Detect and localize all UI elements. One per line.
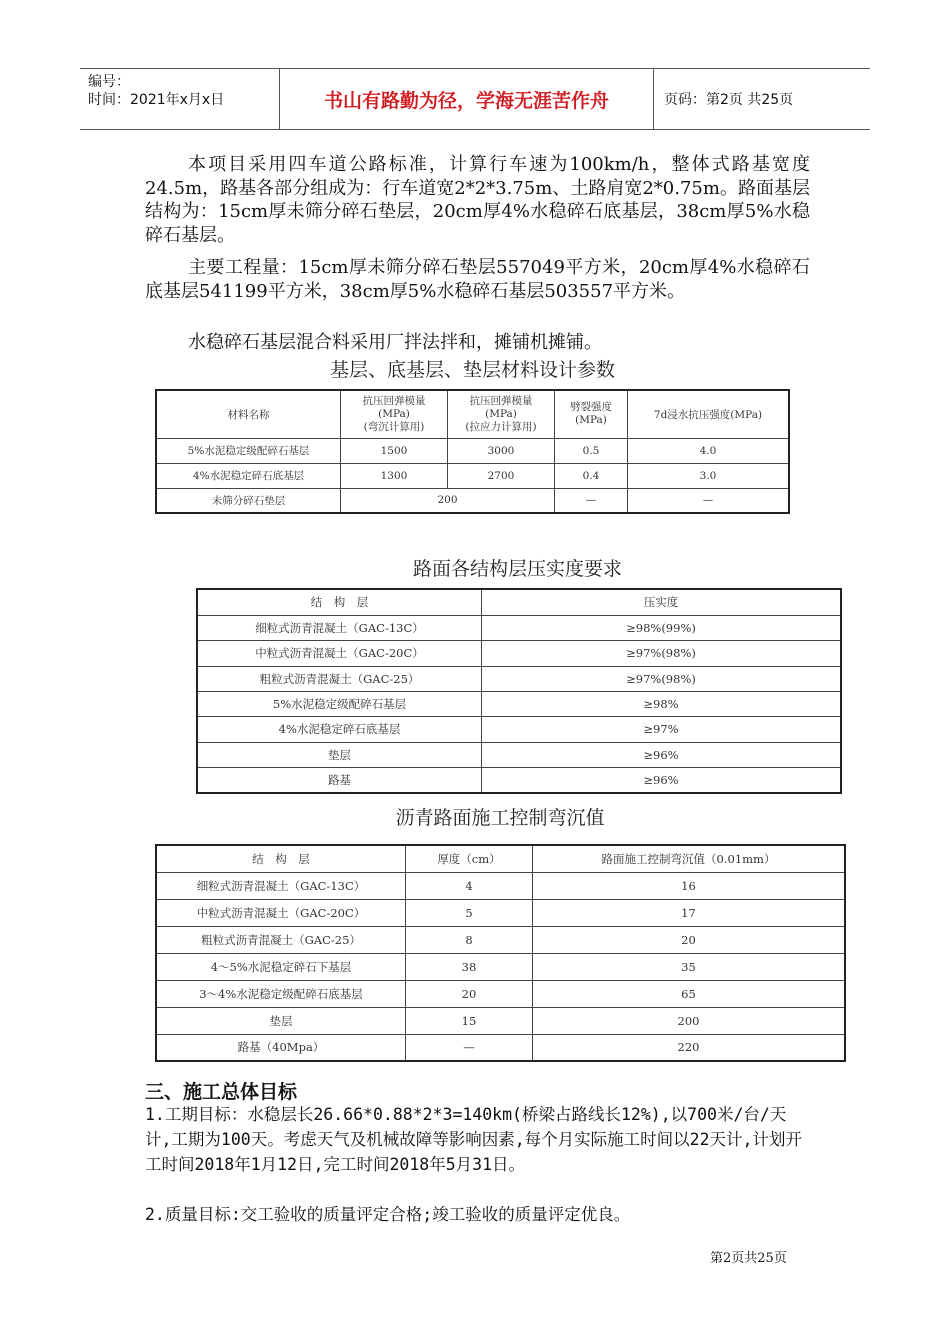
table-cell: 路基 [197,768,482,793]
material-params-table [155,389,790,514]
table-cell: — [628,488,790,513]
table-cell: 中粒式沥青混凝土（GAC-20C） [197,641,482,666]
table-row [197,666,841,691]
table-cell: 65 [533,980,846,1007]
table-cell: 1500 [341,438,448,463]
table-cell: 粗粒式沥青混凝土（GAC-25） [156,926,406,953]
table-cell: 0.5 [555,438,628,463]
table-header-row [197,589,841,615]
table-cell: 35 [533,953,846,980]
table2-caption: 路面各结构层压实度要求 [412,558,622,580]
table-row [156,488,789,513]
page-footer: 第2页共25页 [710,1251,787,1266]
table-cell: 5%水泥稳定级配碎石基层 [156,438,341,463]
table-cell: ≥98%(99%) [482,615,842,640]
table-header-cell: 抗压回弹模量 (MPa) (拉应力计算用) [448,390,555,438]
table-cell: 3～4%水泥稳定级配碎石底基层 [156,980,406,1007]
table-row [197,691,841,716]
table-row [156,872,845,899]
table-cell: ≥97%(98%) [482,641,842,666]
table-header-cell: 结 构 层 [156,845,406,872]
table-cell: — [406,1034,533,1061]
table-row [197,768,841,793]
table-cell: 4%水泥稳定碎石底基层 [197,717,482,742]
table-cell: 细粒式沥青混凝土（GAC-13C） [156,872,406,899]
table-row [156,926,845,953]
table-cell: 1300 [341,463,448,488]
table-cell: 17 [533,899,846,926]
table-header-cell: 结 构 层 [197,589,482,615]
table-cell: 未筛分碎石垫层 [156,488,341,513]
table-cell: — [555,488,628,513]
table-header-cell: 路面施工控制弯沉值（0.01mm） [533,845,846,872]
intro-paragraph-2: 主要工程量：15cm厚未筛分碎石垫层557049平方米，20cm厚4%水稳碎石底基层541199平方米，38cm厚5%水稳碎石基层503557平方米。 [145,257,810,302]
table-cell: 3000 [448,438,555,463]
table-cell: 细粒式沥青混凝土（GAC-13C） [197,615,482,640]
table-header-cell: 抗压回弹模量 (MPa) (弯沉计算用) [341,390,448,438]
table-row [156,899,845,926]
goal-quality-paragraph: 2.质量目标:交工验收的质量评定合格;竣工验收的质量评定优良。 [145,1205,631,1224]
date-label: 时间：2021年x月x日 [88,92,225,108]
header-meta [80,69,280,129]
table-header-cell: 厚度（cm） [406,845,533,872]
table-cell: 5%水泥稳定级配碎石基层 [197,691,482,716]
table-cell: 5 [406,899,533,926]
table-cell: 粗粒式沥青混凝土（GAC-25） [197,666,482,691]
table-cell: 8 [406,926,533,953]
table-header-cell: 7d浸水抗压强度(MPa) [628,390,790,438]
table-cell: 15 [406,1007,533,1034]
intro-paragraph-1: 本项目采用四车道公路标准，计算行车速为100km/h，整体式路基宽度24.5m，路基各部分组成为：行车道宽2*2*3.75m、土路肩宽2*0.75m。路面基层结构为：15cm厚未筛分碎石垫层，20cm厚4%水稳碎石底基层，38cm厚5%水稳碎石基层。 [145,154,810,246]
table-row [197,717,841,742]
intro-paragraph-3: 水稳碎石基层混合料采用厂拌法拌和，摊铺机摊铺。 [188,332,602,353]
table-cell: 220 [533,1034,846,1061]
table-cell: 20 [406,980,533,1007]
table-cell: 3.0 [628,463,790,488]
deflection-table [155,844,846,1062]
table-cell: 200 [533,1007,846,1034]
table-row [156,438,789,463]
table-cell: ≥98% [482,691,842,716]
table-row [197,615,841,640]
table-cell: 中粒式沥青混凝土（GAC-20C） [156,899,406,926]
table-cell: 20 [533,926,846,953]
table-row [156,463,789,488]
table3-caption: 沥青路面施工控制弯沉值 [395,807,605,829]
table-cell: 4～5%水泥稳定碎石下基层 [156,953,406,980]
table-row [156,953,845,980]
table-cell: 16 [533,872,846,899]
section-title: 三、施工总体目标 [145,1081,298,1103]
compaction-table [196,588,842,794]
table-cell: 垫层 [156,1007,406,1034]
table-cell: ≥96% [482,742,842,767]
table-header-row [156,845,845,872]
table-cell: 38 [406,953,533,980]
header-motto: 书山有路勤为径，学海无涯苦作舟 [280,69,654,129]
table-cell: 4 [406,872,533,899]
table-row [156,1034,845,1061]
page-header [80,68,870,130]
table-header-cell: 材料名称 [156,390,341,438]
table-cell: 0.4 [555,463,628,488]
table1-caption: 基层、底基层、垫层材料设计参数 [329,359,615,381]
table-row [156,980,845,1007]
header-page-label: 页码：第2页 共25页 [664,92,794,108]
table-cell: ≥97% [482,717,842,742]
table-header-row [156,390,789,438]
goal-schedule-paragraph: 1.工期目标：水稳层长26.66*0.88*2*3=140km(桥梁占路线长12%),以700米/台/天计,工期为100天。考虑天气及机械故障等影响因素,每个月实际施工时间以22天计,计划开工时间2018年1月12日,完工时间2018年5月31日。 [145,1105,802,1174]
table-cell: 200 [341,488,555,513]
table-row [197,742,841,767]
table-cell: 4%水泥稳定碎石底基层 [156,463,341,488]
table-header-cell: 劈裂强度 (MPa) [555,390,628,438]
table-cell: 路基（40Mpa） [156,1034,406,1061]
number-label: 编号： [88,74,130,90]
table-cell: 垫层 [197,742,482,767]
table-cell: 2700 [448,463,555,488]
table-cell: 4.0 [628,438,790,463]
table-row [197,641,841,666]
table-header-cell: 压实度 [482,589,842,615]
table-cell: ≥97%(98%) [482,666,842,691]
table-cell: ≥96% [482,768,842,793]
table-row [156,1007,845,1034]
